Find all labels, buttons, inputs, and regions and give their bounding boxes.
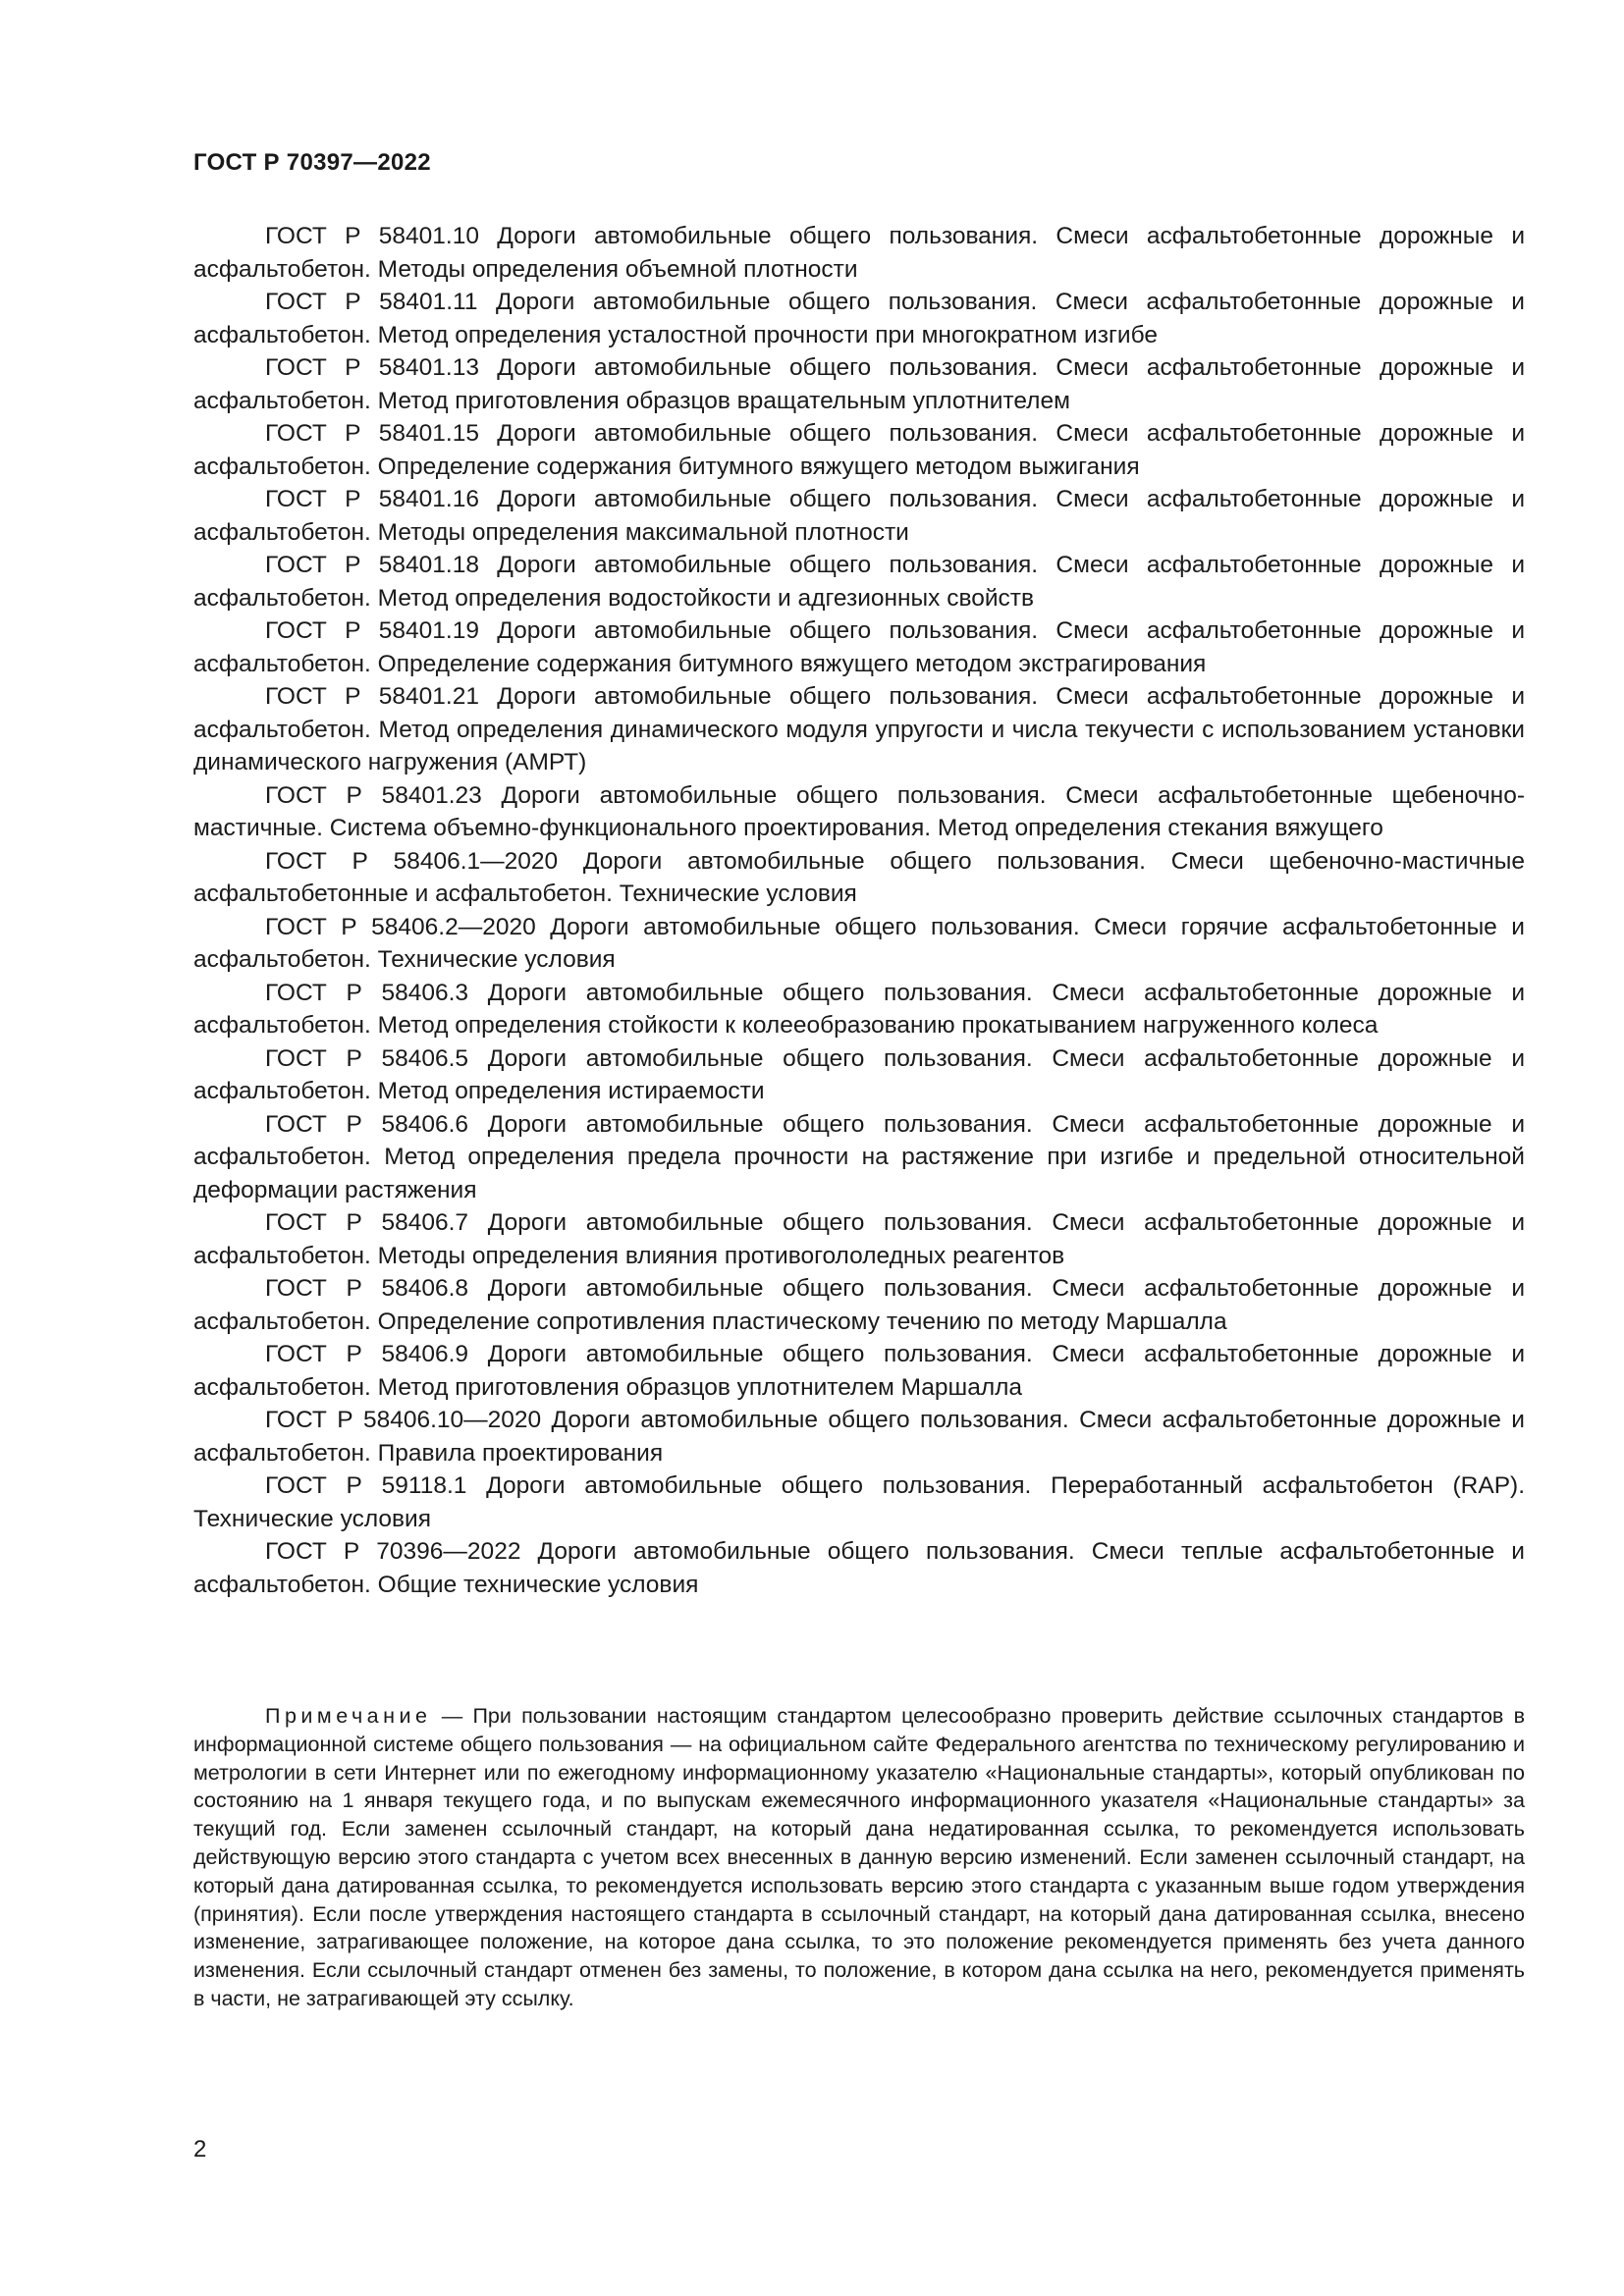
reference-item: ГОСТ Р 70396—2022 Дороги автомобильные общего пользования. Смеси теплые асфальтобетонные и асфальтобетон. Общие технические условия [193, 1538, 1525, 1598]
reference-item: ГОСТ Р 58406.9 Дороги автомобильные общего пользования. Смеси асфальтобетонные дорожные и асфальтобетон. Метод приготовления образцов уплотнителем Маршалла [193, 1341, 1525, 1401]
reference-item: ГОСТ Р 58406.8 Дороги автомобильные общего пользования. Смеси асфальтобетонные дорожные и асфальтобетон. Определение сопротивления пластическому течению по методу Маршалла [193, 1275, 1525, 1335]
reference-item: ГОСТ Р 58401.23 Дороги автомобильные общего пользования. Смеси асфальтобетонные щебеночно-мастичные. Система объемно-функционального проектирования. Метод определения стекания вяжущего [193, 781, 1525, 841]
page-number: 2 [193, 2136, 207, 2163]
reference-item: ГОСТ Р 58401.11 Дороги автомобильные общего пользования. Смеси асфальтобетонные дорожные и асфальтобетон. Метод определения усталостной прочности при многократном изгибе [193, 289, 1525, 348]
reference-item: ГОСТ Р 58406.2—2020 Дороги автомобильные общего пользования. Смеси горячие асфальтобетонные и асфальтобетон. Технические условия [193, 913, 1525, 973]
document-header: ГОСТ Р 70397—2022 [193, 149, 431, 176]
reference-item: ГОСТ Р 58401.10 Дороги автомобильные общего пользования. Смеси асфальтобетонные дорожные и асфальтобетон. Методы определения объемной плотности [193, 223, 1525, 283]
reference-item: ГОСТ Р 58406.7 Дороги автомобильные общего пользования. Смеси асфальтобетонные дорожные и асфальтобетон. Методы определения влияния противогололедных реагентов [193, 1209, 1525, 1269]
reference-item: ГОСТ Р 58401.19 Дороги автомобильные общего пользования. Смеси асфальтобетонные дорожные и асфальтобетон. Определение содержания битумного вяжущего методом экстрагирования [193, 617, 1525, 677]
reference-item: ГОСТ Р 58401.15 Дороги автомобильные общего пользования. Смеси асфальтобетонные дорожные и асфальтобетон. Определение содержания битумного вяжущего методом выжигания [193, 420, 1525, 480]
note-label: Примечание [265, 1704, 432, 1728]
reference-item: ГОСТ Р 58406.5 Дороги автомобильные общего пользования. Смеси асфальтобетонные дорожные и асфальтобетон. Метод определения истираемости [193, 1044, 1525, 1104]
reference-item: ГОСТ Р 58406.3 Дороги автомобильные общего пользования. Смеси асфальтобетонные дорожные и асфальтобетон. Метод определения стойкости к колееобразованию прокатыванием нагруженного колеса [193, 979, 1525, 1039]
reference-item: ГОСТ Р 59118.1 Дороги автомобильные общего пользования. Переработанный асфальтобетон (RAP). Технические условия [193, 1472, 1525, 1532]
reference-item: ГОСТ Р 58401.13 Дороги автомобильные общего пользования. Смеси асфальтобетонные дорожные и асфальтобетон. Метод приготовления образцов вращательным уплотнителем [193, 354, 1525, 414]
note-paragraph [193, 1702, 1525, 2013]
normative-references-list [193, 220, 1525, 1601]
reference-item: ГОСТ Р 58401.21 Дороги автомобильные общего пользования. Смеси асфальтобетонные дорожные и асфальтобетон. Метод определения динамического модуля упругости и числа текучести с использованием установки динамического нагружения (АМРТ) [193, 683, 1525, 775]
note-text: — При пользовании настоящим стандартом целесообразно проверить действие ссылочных стандартов в информационной системе общего пользования — на официальном сайте Федерального агентства по техническому регулированию и метрологии в сети Интернет или по ежегодному информационному указателю «Национальные стандарты», который опубликован по состоянию на 1 января текущего года, и по выпускам ежемесячного информационного указателя «Национальные стандарты» за текущий год. Если заменен ссылочный стандарт, на который дана недатированная ссылка, то рекомендуется использовать действующую версию этого стандарта с учетом всех внесенных в данную версию изменений. Если заменен ссылочный стандарт, на который дана датированная ссылка, то рекомендуется использовать версию этого стандарта с указанным выше годом утверждения (принятия). Если после утверждения настоящего стандарта в ссылочный стандарт, на который дана датированная ссылка, внесено изменение, затрагивающее положение, на которое дана ссылка, то это положение рекомендуется применять без учета данного изменения. Если ссылочный стандарт отменен без замены, то положение, в котором дана ссылка на него, рекомендуется применять в части, не затрагивающей эту ссылку. [193, 1704, 1525, 2010]
reference-item: ГОСТ Р 58406.6 Дороги автомобильные общего пользования. Смеси асфальтобетонные дорожные и асфальтобетон. Метод определения предела прочности на растяжение при изгибе и предельной относительной деформации растяжения [193, 1110, 1525, 1203]
reference-item: ГОСТ Р 58401.16 Дороги автомобильные общего пользования. Смеси асфальтобетонные дорожные и асфальтобетон. Методы определения максимальной плотности [193, 486, 1525, 546]
reference-item: ГОСТ Р 58406.10—2020 Дороги автомобильные общего пользования. Смеси асфальтобетонные дорожные и асфальтобетон. Правила проектирования [193, 1407, 1525, 1467]
reference-item: ГОСТ Р 58406.1—2020 Дороги автомобильные общего пользования. Смеси щебеночно-мастичные асфальтобетонные и асфальтобетон. Технические условия [193, 847, 1525, 907]
reference-item: ГОСТ Р 58401.18 Дороги автомобильные общего пользования. Смеси асфальтобетонные дорожные и асфальтобетон. Метод определения водостойкости и адгезионных свойств [193, 552, 1525, 612]
